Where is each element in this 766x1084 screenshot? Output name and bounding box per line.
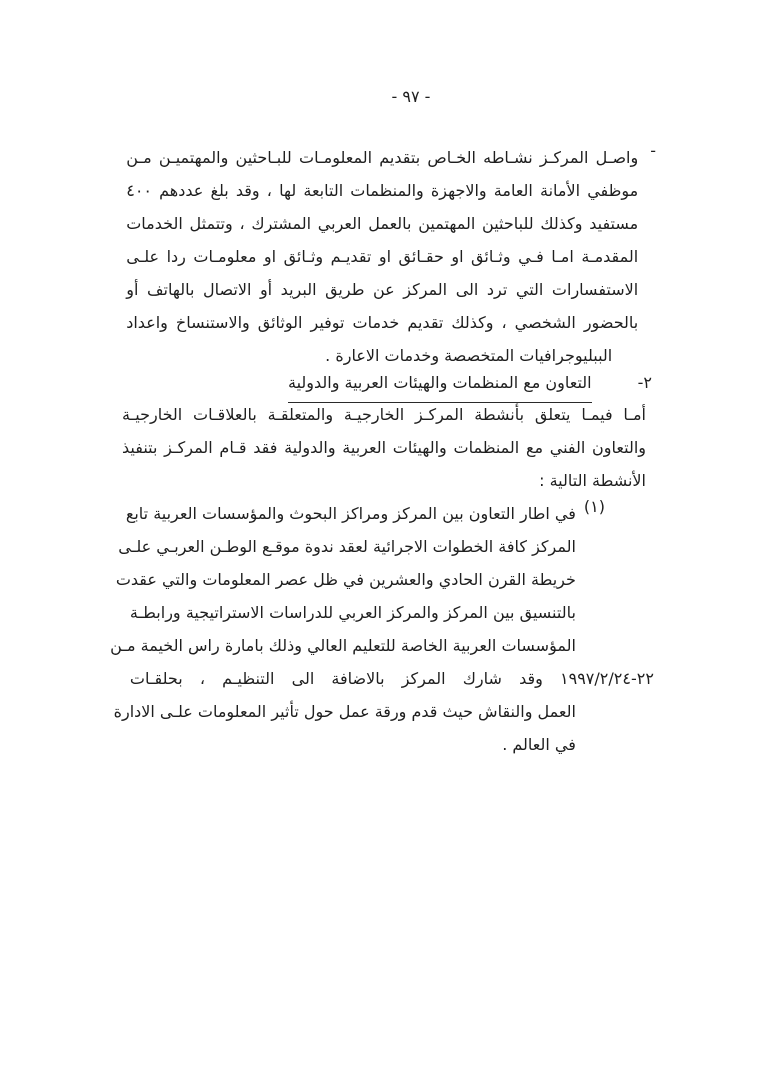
item-number-marker: (١) bbox=[583, 497, 605, 516]
text-line: المؤسسات العربية الخاصة للتعليم العالي وذلك بامارة راس الخيمة مـن bbox=[110, 636, 576, 655]
text-line: في اطار التعاون بين المركز ومراكز البحوث والمؤسسات العربية تابع bbox=[125, 504, 576, 523]
section-heading: التعاون مع المنظمات والهيئات العربية والدولية bbox=[288, 366, 592, 403]
section-number-marker: ٢- bbox=[637, 373, 652, 392]
text-line: مستفيد وكذلك للباحثين المهتمين بالعمل العربي المشترك ، وتتمثل الخدمات bbox=[126, 214, 639, 233]
text-line: موظفي الأمانة العامة والاجهزة والمنظمات التابعة لها ، وقد بلغ عددهم ٤٠٠ bbox=[126, 181, 639, 200]
section-intro-paragraph bbox=[122, 398, 646, 497]
text-line: بالتنسيق بين المركز والمركز العربي للدراسات الاستراتيجية ورابطـة bbox=[129, 603, 576, 622]
text-line: ٢٢-١٩٩٧/٢/٢٤ وقد شارك المركز بالاضافة الى التنظيـم ، بحلقـات bbox=[129, 669, 654, 688]
text-line: المركز كافة الخطوات الاجرائية لعقد ندوة موقـع الوطـن العربـي علـى bbox=[118, 537, 576, 556]
text-line: الببليوجرافيات المتخصصة وخدمات الاعارة . bbox=[325, 346, 613, 365]
text-line: واصـل المركـز نشـاطه الخـاص بتقديم المعلومـات للبـاحثين والمهتميـن مـن bbox=[126, 148, 639, 167]
numbered-item-body bbox=[110, 497, 654, 761]
text-line: الاستفسارات التي ترد الى المركز عن طريق البريد أو الاتصال بالهاتف أو bbox=[126, 280, 639, 299]
text-line: خريطة القرن الحادي والعشرين في ظل عصر المعلومات والتي عقدت bbox=[115, 570, 576, 589]
text-line: في العالم . bbox=[502, 735, 576, 754]
text-line: أمـا فيمـا يتعلق بأنشطة المركـز الخارجيـة والمتعلقـة بالعلاقـات الخارجيـة bbox=[122, 405, 646, 424]
bullet-paragraph bbox=[126, 141, 656, 372]
page-number: - ٩٧ - bbox=[391, 87, 431, 106]
text-line: العمل والنقاش حيث قدم ورقة عمل حول تأثير المعلومات علـى الادارة bbox=[113, 702, 576, 721]
numbered-item bbox=[110, 497, 654, 761]
text-line: الأنشطة التالية : bbox=[539, 471, 646, 490]
text-line: المقدمـة امـا فـي وثـائق او حقـائق او تقديـم وثـائق او معلومـات ردا علـى bbox=[126, 247, 639, 266]
text-line: والتعاون الفني مع المنظمات والهيئات العربية والدولية فقد قـام المركـز بتنفيذ bbox=[122, 438, 646, 457]
bullet-dash-marker: - bbox=[650, 141, 656, 160]
text-line: بالحضور الشخصي ، وكذلك تقديم خدمات توفير الوثائق والاستنساخ واعداد bbox=[126, 313, 639, 332]
bullet-paragraph-body bbox=[126, 141, 638, 372]
